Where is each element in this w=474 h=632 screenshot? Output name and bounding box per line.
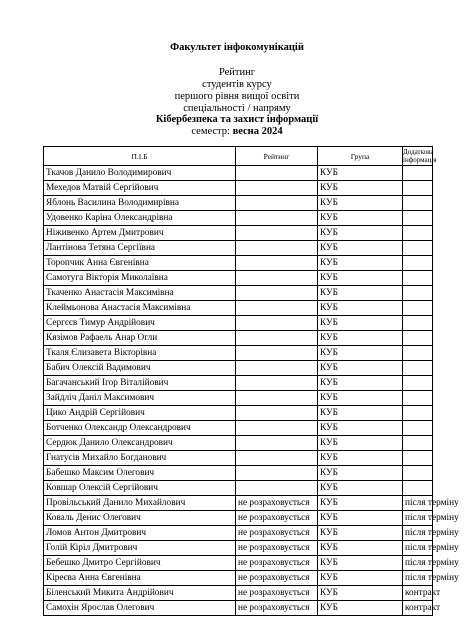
extra-info-cell	[403, 451, 433, 466]
extra-info-cell	[403, 406, 433, 421]
student-name-cell: Бабешко Максим Олегович	[44, 466, 236, 481]
group-cell: КУБ	[318, 391, 403, 406]
table-row	[44, 511, 433, 526]
column-header-rating: Рейтинг	[236, 147, 318, 166]
student-name-cell: Зайдліч Даніл Максимович	[44, 391, 236, 406]
extra-info-cell	[403, 466, 433, 481]
rating-cell	[236, 181, 318, 196]
table-row	[44, 376, 433, 391]
table-row	[44, 481, 433, 496]
rating-cell	[236, 481, 318, 496]
extra-info-cell	[403, 361, 433, 376]
extra-info-cell	[403, 391, 433, 406]
student-name-cell: Клеймьонова Анастасія Максимівна	[44, 301, 236, 316]
table-row	[44, 406, 433, 421]
group-cell: КУБ	[318, 541, 403, 556]
extra-info-cell: після терміну	[403, 511, 433, 526]
rating-cell	[236, 331, 318, 346]
table-row	[44, 496, 433, 511]
rating-cell: не розраховується	[236, 496, 318, 511]
group-cell: КУБ	[318, 286, 403, 301]
rating-cell	[236, 316, 318, 331]
semester-line	[0, 126, 474, 138]
student-name-cell: Яблонь Василина Володимирівна	[44, 196, 236, 211]
group-cell: КУБ	[318, 181, 403, 196]
program-name: Кібербезпека та захист інформації	[155, 114, 319, 125]
student-name-cell: Провільський Данило Михайлович	[44, 496, 236, 511]
column-header-name: П.І.Б	[44, 147, 236, 166]
student-name-cell: Біленський Микита Андрійович	[44, 586, 236, 601]
group-cell: КУБ	[318, 466, 403, 481]
table-row	[44, 436, 433, 451]
extra-info-cell: контракт	[403, 601, 433, 616]
group-cell: КУБ	[318, 571, 403, 586]
rating-cell	[236, 436, 318, 451]
column-header-extra-info: Додаткова інформація	[403, 148, 437, 164]
student-name-cell: Ткаченко Анастасія Максимівна	[44, 286, 236, 301]
extra-info-cell: після терміну	[403, 496, 433, 511]
rating-cell	[236, 451, 318, 466]
group-cell: КУБ	[318, 226, 403, 241]
group-cell: КУБ	[318, 301, 403, 316]
table-row	[44, 556, 433, 571]
extra-info-cell	[403, 211, 433, 226]
extra-info-cell	[403, 436, 433, 451]
faculty-title: Факультет інфокомунікацій	[170, 42, 304, 53]
extra-info-cell	[403, 481, 433, 496]
table-row	[44, 286, 433, 301]
education-level-line: першого рівня вищої освіти	[174, 91, 300, 102]
table-row	[44, 241, 433, 256]
student-name-cell: Самотуга Вікторія Миколаївна	[44, 271, 236, 286]
extra-info-cell	[403, 226, 433, 241]
table-row	[44, 166, 433, 181]
table-row	[44, 226, 433, 241]
extra-info-cell: після терміну	[403, 556, 433, 571]
extra-info-cell	[403, 301, 433, 316]
column-header-group: Група	[318, 147, 403, 166]
rating-cell: не розраховується	[236, 511, 318, 526]
table-row	[44, 451, 433, 466]
rating-cell: не розраховується	[236, 541, 318, 556]
student-name-cell: Ковшар Олексій Сергійович	[44, 481, 236, 496]
table-row	[44, 346, 433, 361]
student-name-cell: Ломов Антон Дмитрович	[44, 526, 236, 541]
student-name-cell: Цико Андрій Сергійович	[44, 406, 236, 421]
rating-cell	[236, 376, 318, 391]
student-name-cell: Ткаля Єлизавета Вікторівна	[44, 346, 236, 361]
group-cell: КУБ	[318, 241, 403, 256]
rating-cell: не розраховується	[236, 601, 318, 616]
extra-info-cell: контракт	[403, 586, 433, 601]
table-row	[44, 196, 433, 211]
student-name-cell: Гнатусів Михайло Богданович	[44, 451, 236, 466]
rating-cell: не розраховується	[236, 586, 318, 601]
extra-info-cell	[403, 256, 433, 271]
group-cell: КУБ	[318, 361, 403, 376]
students-course-line: студентів курсу	[202, 79, 272, 90]
rating-cell	[236, 256, 318, 271]
extra-info-cell	[403, 196, 433, 211]
rating-cell	[236, 271, 318, 286]
student-name-cell: Сергєєв Тимур Андрійович	[44, 316, 236, 331]
extra-info-cell	[403, 241, 433, 256]
student-name-cell: Кіреєва Анна Євгенівна	[44, 571, 236, 586]
group-cell: КУБ	[318, 271, 403, 286]
table-row	[44, 181, 433, 196]
extra-info-cell	[403, 271, 433, 286]
table-header-row	[44, 147, 433, 166]
student-name-cell: Бебешко Дмитро Сергійович	[44, 556, 236, 571]
group-cell: КУБ	[318, 346, 403, 361]
rating-cell	[236, 406, 318, 421]
group-cell: КУБ	[318, 166, 403, 181]
rating-cell: не розраховується	[236, 556, 318, 571]
rating-cell	[236, 466, 318, 481]
group-cell: КУБ	[318, 481, 403, 496]
table-row	[44, 421, 433, 436]
rating-table	[43, 146, 459, 616]
group-cell: КУБ	[318, 331, 403, 346]
extra-info-cell	[403, 166, 433, 181]
student-name-cell: Торопчик Анна Євгенівна	[44, 256, 236, 271]
student-name-cell: Сердюк Данило Олександрович	[44, 436, 236, 451]
table-row	[44, 256, 433, 271]
group-cell: КУБ	[318, 496, 403, 511]
extra-info-cell	[403, 376, 433, 391]
group-cell: КУБ	[318, 601, 403, 616]
group-cell: КУБ	[318, 511, 403, 526]
extra-info-cell	[403, 421, 433, 436]
student-name-cell: Коваль Денис Олегович	[44, 511, 236, 526]
group-cell: КУБ	[318, 196, 403, 211]
rating-cell: не розраховується	[236, 526, 318, 541]
group-cell: КУБ	[318, 376, 403, 391]
rating-cell	[236, 346, 318, 361]
table-row	[44, 586, 433, 601]
rating-cell	[236, 226, 318, 241]
student-name-cell: Багачанський Ігор Віталійович	[44, 376, 236, 391]
table-row	[44, 391, 433, 406]
table-row	[44, 601, 433, 616]
extra-info-cell: після терміну	[403, 526, 433, 541]
semester-label: семестр:	[191, 126, 233, 137]
student-name-cell: Бабич Олексій Вадимович	[44, 361, 236, 376]
table-row	[44, 571, 433, 586]
group-cell: КУБ	[318, 406, 403, 421]
rating-cell	[236, 301, 318, 316]
extra-info-cell: після терміну	[403, 571, 433, 586]
rating-cell	[236, 361, 318, 376]
student-name-cell: Ткачов Данило Володимирович	[44, 166, 236, 181]
extra-info-cell	[403, 286, 433, 301]
rating-cell	[236, 391, 318, 406]
student-name-cell: Удовенко Каріна Олександрівна	[44, 211, 236, 226]
extra-info-cell	[403, 346, 433, 361]
group-cell: КУБ	[318, 211, 403, 226]
rating-cell	[236, 166, 318, 181]
rating-cell	[236, 286, 318, 301]
student-name-cell: Голій Кіріл Дмитрович	[44, 541, 236, 556]
extra-info-cell	[403, 316, 433, 331]
table-row	[44, 361, 433, 376]
rating-cell	[236, 196, 318, 211]
student-name-cell: Кязімов Рафаель Анар Огли	[44, 331, 236, 346]
group-cell: КУБ	[318, 316, 403, 331]
group-cell: КУБ	[318, 436, 403, 451]
table-row	[44, 316, 433, 331]
table-row	[44, 466, 433, 481]
table-row	[44, 541, 433, 556]
student-name-cell: Ботченко Олександр Олександрович	[44, 421, 236, 436]
group-cell: КУБ	[318, 556, 403, 571]
extra-info-cell: після терміну	[403, 541, 433, 556]
rating-cell: не розраховується	[236, 571, 318, 586]
student-name-cell: Самохін Ярослав Олегович	[44, 601, 236, 616]
table-row	[44, 271, 433, 286]
rating-cell	[236, 241, 318, 256]
specialty-line: спеціальності / напряму	[183, 103, 291, 114]
student-name-cell: Лантінова Тетяна Сергіївна	[44, 241, 236, 256]
student-name-cell: Ніживенко Артем Дмитрович	[44, 226, 236, 241]
rating-title: Рейтинг	[218, 67, 256, 78]
student-name-cell: Мехедов Матвій Сергійович	[44, 181, 236, 196]
group-cell: КУБ	[318, 526, 403, 541]
semester-value: весна 2024	[232, 126, 283, 137]
group-cell: КУБ	[318, 451, 403, 466]
table-row	[44, 331, 433, 346]
group-cell: КУБ	[318, 421, 403, 436]
table-row	[44, 301, 433, 316]
extra-info-cell	[403, 331, 433, 346]
group-cell: КУБ	[318, 586, 403, 601]
table-row	[44, 211, 433, 226]
group-cell: КУБ	[318, 256, 403, 271]
table-row	[44, 526, 433, 541]
rating-cell	[236, 421, 318, 436]
extra-info-cell	[403, 181, 433, 196]
rating-cell	[236, 211, 318, 226]
